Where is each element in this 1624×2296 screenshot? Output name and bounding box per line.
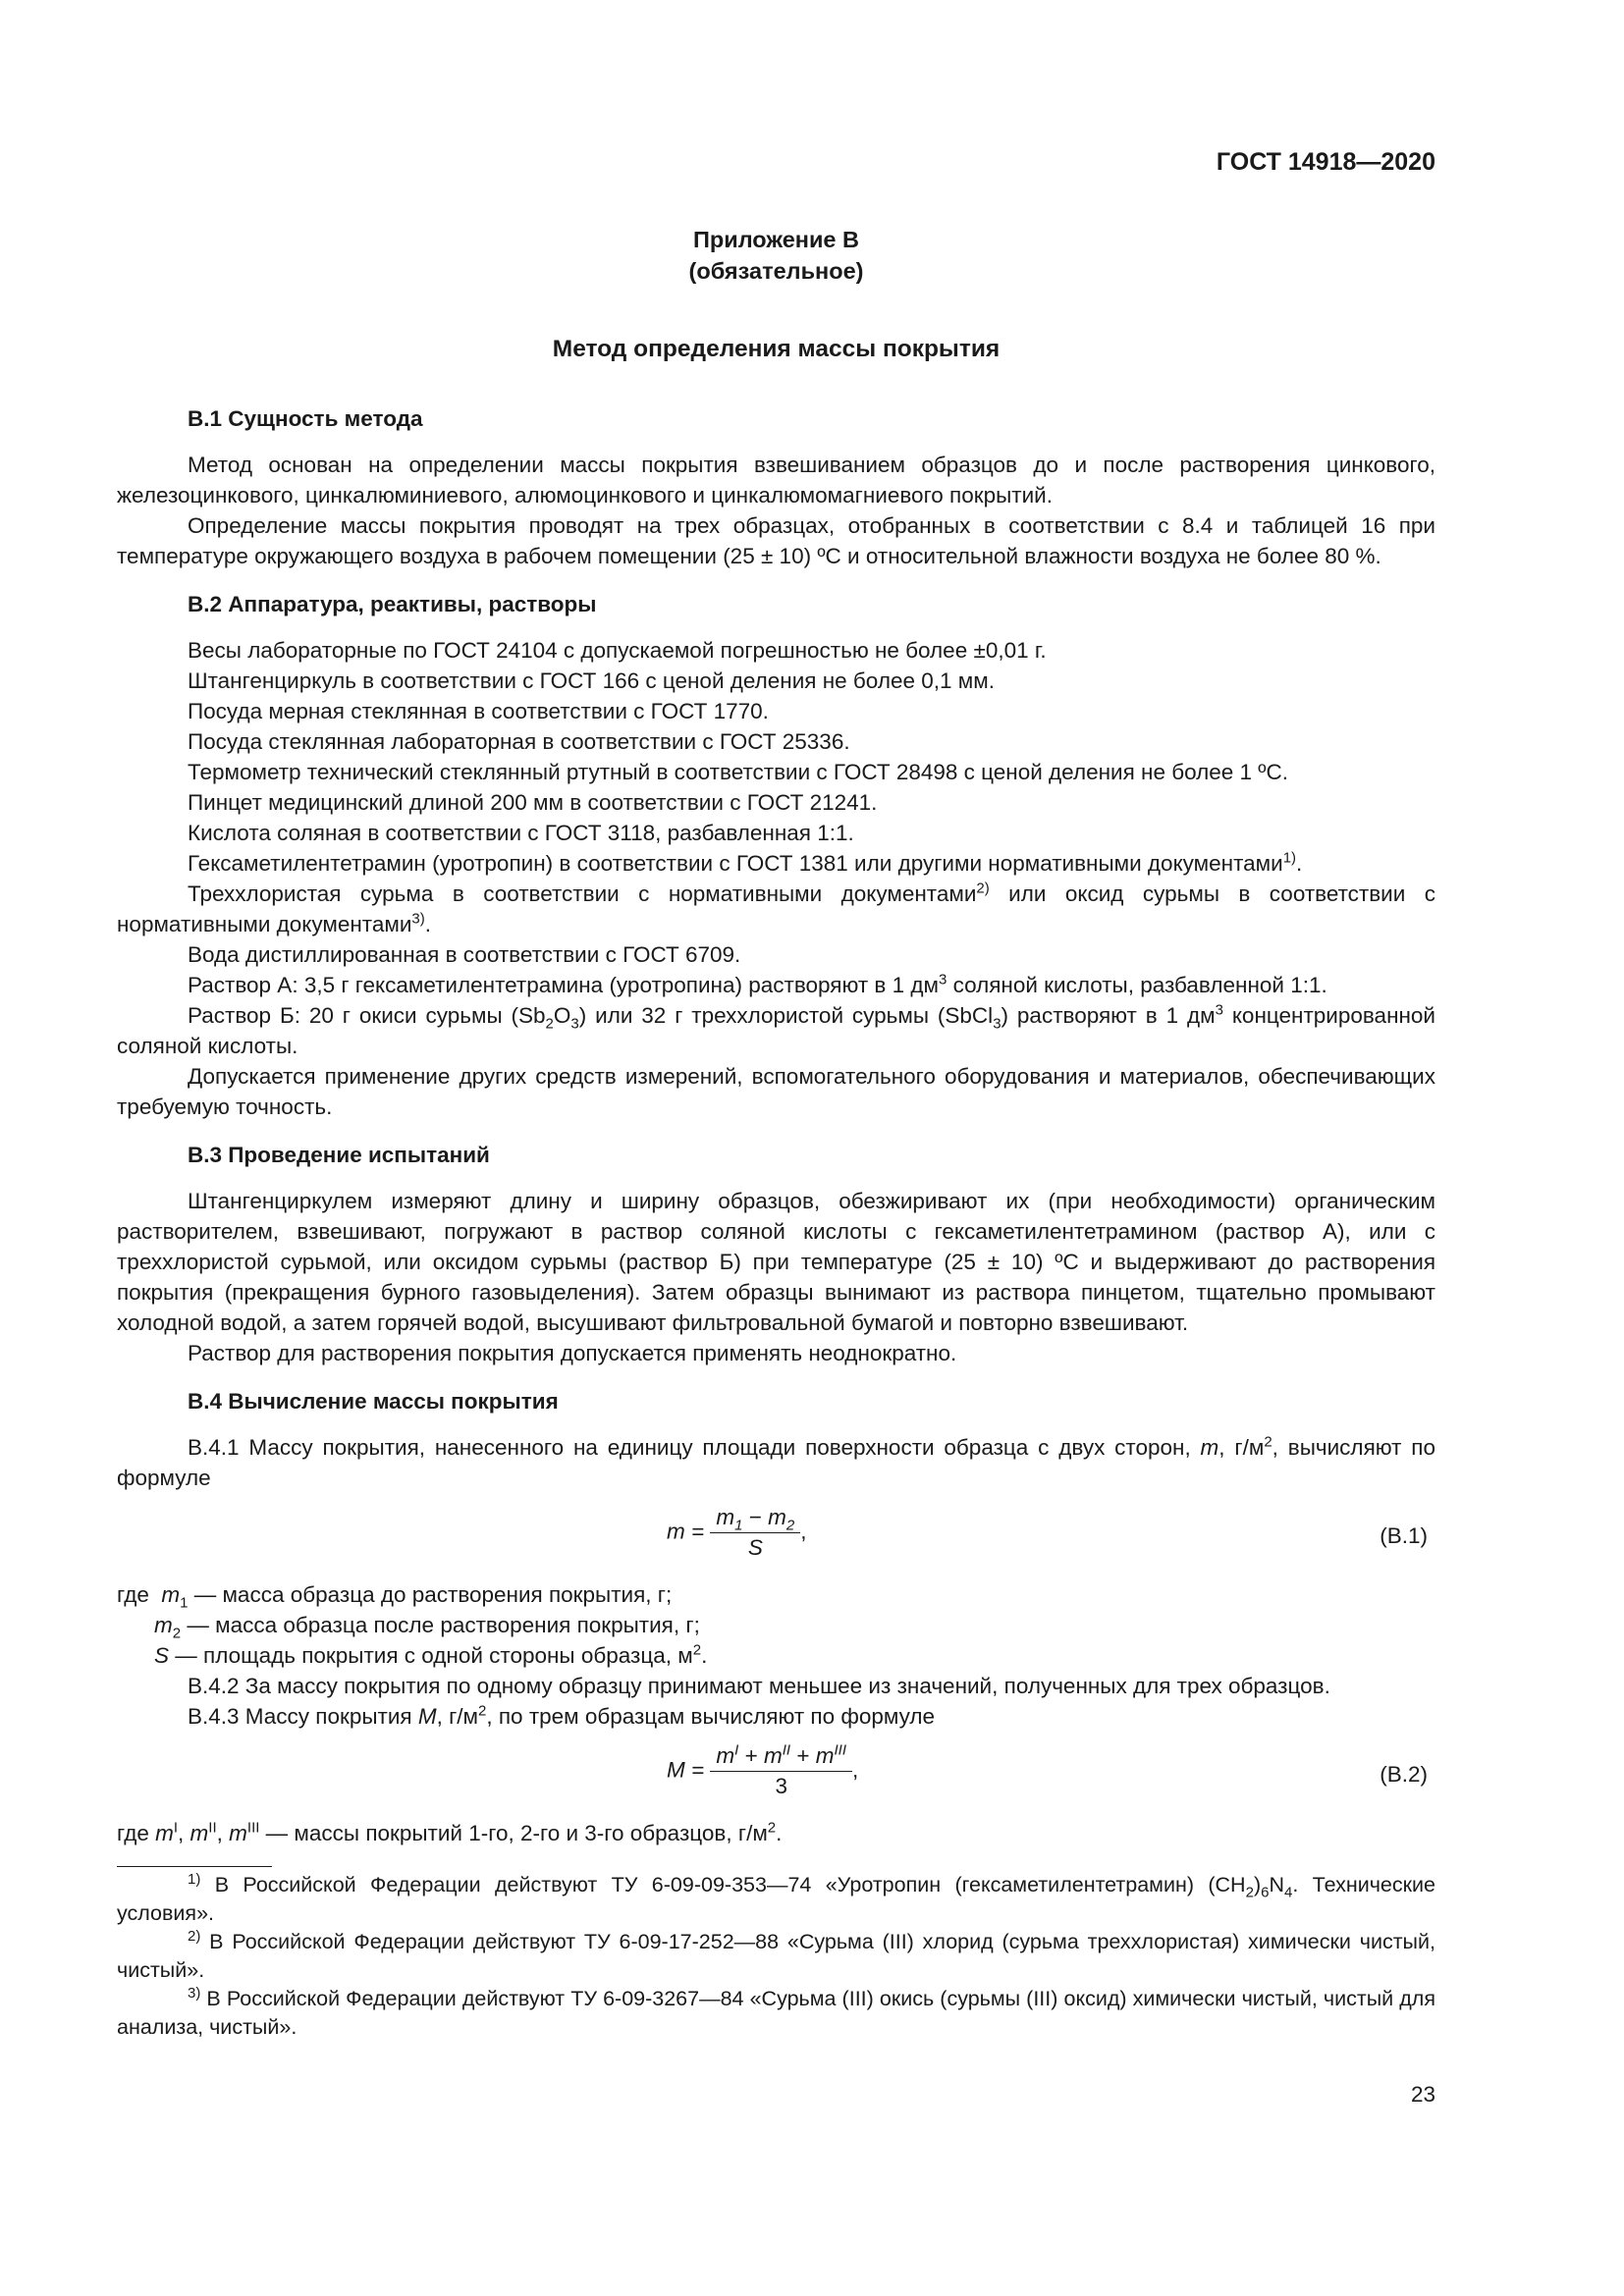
section-heading-b1: В.1 Сущность метода — [188, 406, 423, 431]
paragraph: В.4.2 За массу покрытия по одному образцу принимают меньшее из значений, полученных для трех образцов. — [188, 1674, 1330, 1698]
footnote-ref: 2) — [976, 880, 990, 897]
list-item: Посуда стеклянная лабораторная в соответствии с ГОСТ 25336. — [188, 729, 850, 754]
footnote-divider — [117, 1866, 272, 1867]
footnote-ref: 3) — [411, 910, 425, 928]
paragraph: Метод основан на определении массы покрытия взвешиванием образцов до и после растворения цинкового, железоцинкового, цинкалюминиевого, алюмоцинкового и цинкалюмомагниевого покрытий. — [117, 453, 1435, 507]
where-line: S — площадь покрытия с одной стороны образца, $м^2$. — [154, 1641, 708, 1668]
formula-number: (В.1) — [1380, 1523, 1428, 1548]
list-item: Гексаметилентетрамин (уротропин) в соответствии с ГОСТ 1381 или другими нормативными документами$^{1)}$. — [188, 849, 1303, 876]
where-line: где $m_1$ — масса образца до растворения покрытия, г; — [117, 1582, 673, 1612]
where-line: $m_2$ — масса образца после растворения покрытия, г; — [154, 1613, 700, 1642]
paragraph: Определение массы покрытия проводят на трех образцах, отобранных в соответствии с 8.4 и таблицей 16 при температуре окружающего воздуха в рабочем помещении (25 ± 10) ºС и относительной влажности воздуха не более 80 %. — [117, 513, 1435, 568]
section-heading-b4: В.4 Вычисление массы покрытия — [188, 1389, 559, 1414]
fraction: $\frac{m_1 - m_2}{S}$ — [710, 1503, 800, 1563]
formula-b1: m = $\frac{m_1 - m_2}{S}$ , (В.1) — [117, 1493, 1435, 1579]
list-item: Раствор А: 3,5 г гексаметилентетрамина (уротропина) растворяют в 1 $дм^3$ соляной кислоты, разбавленной 1:1. — [188, 971, 1327, 997]
where-line: где $m^I$, $m^{II}$, $m^{III}$ — массы покрытий 1-го, 2-го и 3-го образцов, $г/м^2$. — [117, 1819, 783, 1845]
list-item: Треххлористая сурьма в соответствии с нормативными документами$^{2)}$ или оксид сурьмы в соответствии с нормативными документами$^{3)}$. — [117, 880, 1435, 936]
section-heading-b3: В.3 Проведение испытаний — [188, 1143, 490, 1167]
formula-number: (В.2) — [1380, 1762, 1428, 1787]
fraction: $\frac{m^I + m^{II} + m^{III}}{3}$ — [710, 1741, 852, 1801]
section-heading-b2: В.2 Аппаратура, реактивы, растворы — [188, 592, 597, 616]
page-number: 23 — [1410, 2082, 1435, 2107]
footnote-3: $^{3)}$ В Российской Федерации действуют ТУ 6-09-3267—84 «Сурьма (III) окись (сурьмы (III) оксид) химически чистый, чистый для анализа, чистый». — [117, 1984, 1435, 2039]
list-item: Кислота соляная в соответствии с ГОСТ 3118, разбавленная 1:1. — [188, 821, 854, 845]
annex-heading — [117, 224, 1435, 287]
paragraph: Штангенциркулем измеряют длину и ширину образцов, обезжиривают их (при необходимости) органическим растворителем, взвешивают, погружают в раствор соляной кислоты с гексаметилентетрамином (раствор А), или с треххлористой сурьмой, или оксидом сурьмы (раствор Б) при температуре (25 ± 10) ºС и выдерживают до растворения покрытия (прекращения бурного газовыделения). Затем образцы вынимают из раствора пинцетом, тщательно промывают холодной водой, а затем горячей водой, высушивают фильтровальной бумагой и повторно взвешивают. — [117, 1189, 1435, 1335]
list-item: Раствор Б: 20 г окиси сурьмы $(Sb_2O_3)$ или 32 г треххлористой сурьмы (SbCl$_3$) растворяют в 1 $дм^3$ концентрированной соляной кислоты. — [117, 1001, 1435, 1058]
paragraph: В.4.1 Массу покрытия, нанесенного на единицу площади поверхности образца с двух сторон, m, $г/м^2$, вычисляют по формуле — [117, 1433, 1435, 1490]
list-item: Пинцет медицинский длиной 200 мм в соответствии с ГОСТ 21241. — [188, 790, 878, 815]
standard-number: ГОСТ 14918—2020 — [1216, 148, 1435, 176]
paragraph: Допускается применение других средств измерений, вспомогательного оборудования и материалов, обеспечивающих требуемую точность. — [117, 1064, 1435, 1119]
paragraph: В.4.3 Массу покрытия M, $г/м^2$, по трем образцам вычисляют по формуле — [188, 1702, 936, 1729]
formula-b2: M = $\frac{m^I + m^{II} + m^{III}}{3}$ , (В.2) — [117, 1732, 1435, 1818]
list-item: Вода дистиллированная в соответствии с ГОСТ 6709. — [188, 942, 741, 967]
footnote-ref: 1) — [1282, 849, 1297, 867]
list-item: Весы лабораторные по ГОСТ 24104 с допускаемой погрешностью не более ±0,01 г. — [188, 638, 1047, 663]
footnote-1: $^{1)}$ В Российской Федерации действуют ТУ 6-09-09-353—74 «Уротропин (гексаметилентетрамин) $(CH_2)_6N_4$. Технические условия». — [117, 1870, 1435, 1925]
annex-title: Приложение В — [693, 227, 859, 252]
document-body — [117, 403, 1435, 2042]
page-title: Метод определения массы покрытия — [552, 336, 1001, 362]
list-item: Посуда мерная стеклянная в соответствии с ГОСТ 1770. — [188, 699, 769, 723]
list-item: Термометр технический стеклянный ртутный в соответствии с ГОСТ 28498 с ценой деления не более 1 ºС. — [188, 760, 1289, 784]
footnote-2: $^{2)}$ В Российской Федерации действуют ТУ 6-09-17-252—88 «Сурьма (III) хлорид (сурьма треххлористая) химически чистый, чистый». — [117, 1927, 1435, 1982]
paragraph: Раствор для растворения покрытия допускается применять неоднократно. — [188, 1341, 957, 1365]
list-item: Штангенциркуль в соответствии с ГОСТ 166 с ценой деления не более 0,1 мм. — [188, 668, 995, 693]
annex-status: (обязательное) — [688, 258, 864, 284]
